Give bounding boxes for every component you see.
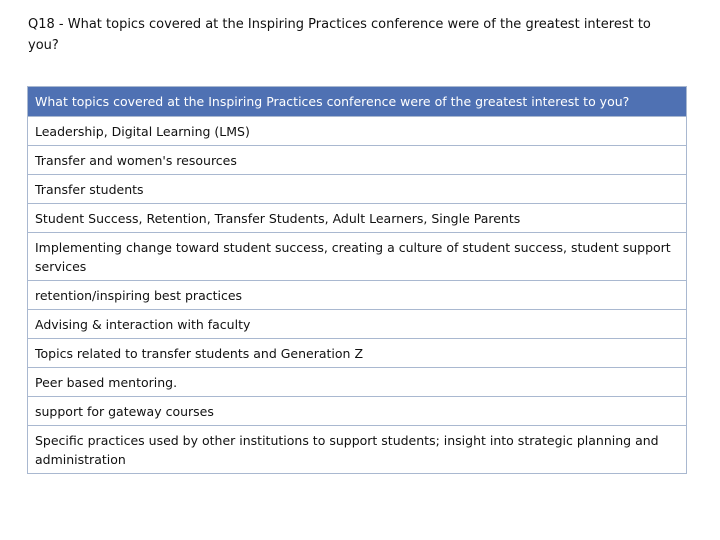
response-cell: retention/inspiring best practices bbox=[28, 281, 687, 310]
response-cell: Advising & interaction with faculty bbox=[28, 310, 687, 339]
table-row bbox=[28, 175, 687, 204]
table-row bbox=[28, 368, 687, 397]
response-cell: Topics related to transfer students and Generation Z bbox=[28, 339, 687, 368]
response-cell: Peer based mentoring. bbox=[28, 368, 687, 397]
response-cell: Implementing change toward student success, creating a culture of student success, student support services bbox=[28, 233, 687, 281]
response-cell: Student Success, Retention, Transfer Students, Adult Learners, Single Parents bbox=[28, 204, 687, 233]
table-header-row bbox=[28, 87, 687, 117]
responses-table bbox=[27, 86, 687, 474]
table-row bbox=[28, 310, 687, 339]
response-cell: Leadership, Digital Learning (LMS) bbox=[28, 117, 687, 146]
table-header-cell: What topics covered at the Inspiring Practices conference were of the greatest interest to you? bbox=[28, 87, 687, 117]
table-row bbox=[28, 339, 687, 368]
table-row bbox=[28, 397, 687, 426]
table-row bbox=[28, 426, 687, 474]
response-cell: support for gateway courses bbox=[28, 397, 687, 426]
table-row bbox=[28, 204, 687, 233]
response-cell: Transfer students bbox=[28, 175, 687, 204]
table-row bbox=[28, 146, 687, 175]
table-row bbox=[28, 117, 687, 146]
question-title: Q18 - What topics covered at the Inspiring Practices conference were of the greatest interest to you? bbox=[28, 17, 651, 53]
table-row bbox=[28, 233, 687, 281]
table-row bbox=[28, 281, 687, 310]
response-cell: Specific practices used by other institutions to support students; insight into strategic planning and administration bbox=[28, 426, 687, 474]
response-cell: Transfer and women's resources bbox=[28, 146, 687, 175]
